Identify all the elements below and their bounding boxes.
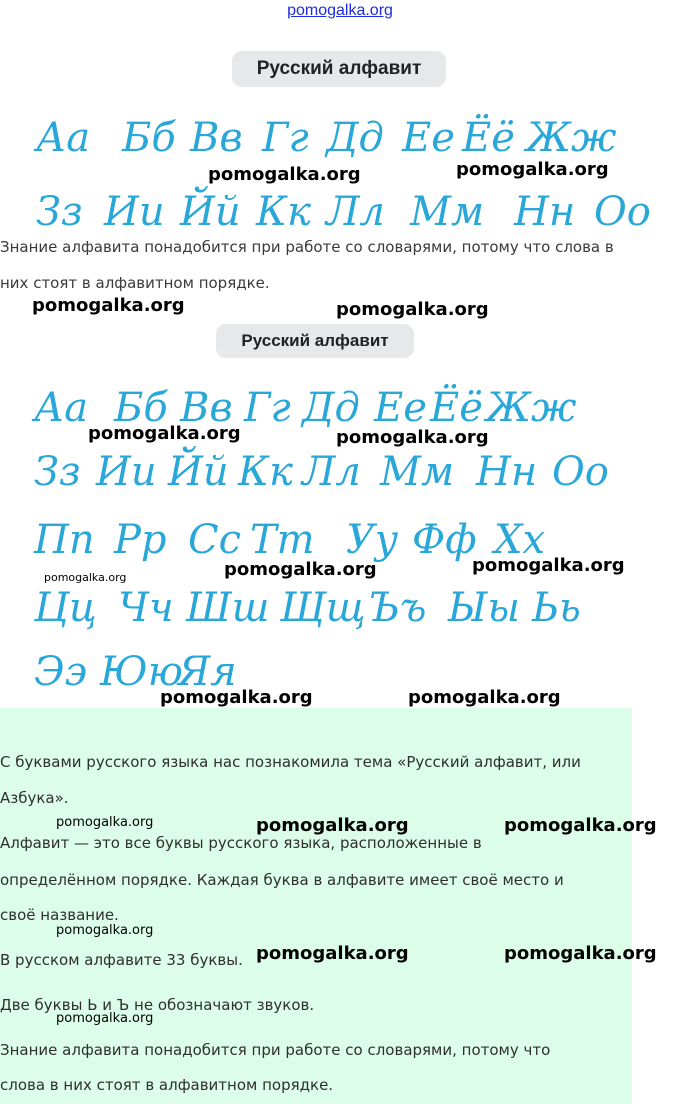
- watermark: pomogalka.org: [44, 571, 127, 584]
- letter-pair: Зз: [36, 189, 83, 235]
- section-1-title: Русский алфавит: [232, 51, 446, 87]
- watermark: pomogalka.org: [504, 943, 657, 964]
- watermark: pomogalka.org: [256, 815, 409, 836]
- letter-pair: Чч: [118, 585, 174, 631]
- letter-pair: Ее: [374, 385, 427, 431]
- letter-pair: Вв: [180, 385, 233, 431]
- letter-pair: Ёё: [462, 115, 515, 161]
- letter-pair: Пп: [34, 517, 95, 563]
- letter-pair: Ии: [104, 189, 165, 235]
- letter-pair: Кк: [238, 449, 293, 495]
- summary-line: Алфавит — это все буквы русского языка, расположенные в: [0, 834, 482, 852]
- summary-line: В русском алфавите 33 буквы.: [0, 951, 243, 969]
- letter-pair: Аа: [34, 385, 89, 431]
- letter-pair: Дд: [326, 115, 384, 161]
- watermark: pomogalka.org: [160, 687, 313, 708]
- script-row-7: [0, 642, 680, 702]
- watermark: pomogalka.org: [408, 687, 561, 708]
- letter-pair: Оо: [594, 189, 651, 235]
- letter-pair: Ъъ: [368, 585, 427, 631]
- letter-pair: Дд: [302, 385, 360, 431]
- script-row-4: [0, 442, 680, 502]
- summary-line: определённом порядке. Каждая буква в алфавите имеет своё место и: [0, 871, 564, 889]
- letter-pair: Бб: [114, 385, 168, 431]
- letter-pair: Ьь: [532, 585, 581, 631]
- letter-pair: Жж: [486, 385, 577, 431]
- letter-pair: Ии: [96, 449, 157, 495]
- paragraph-line: Знание алфавита понадобится при работе со словарями, потому что слова в: [0, 238, 614, 256]
- watermark: pomogalka.org: [336, 427, 489, 448]
- letter-pair: Ээ: [34, 649, 88, 695]
- letter-pair: Кк: [256, 189, 311, 235]
- letter-pair: Аа: [36, 115, 91, 161]
- letter-pair: Жж: [526, 115, 617, 161]
- letter-pair: Нн: [476, 449, 538, 495]
- letter-pair: Вв: [190, 115, 243, 161]
- letter-pair: Лл: [326, 189, 385, 235]
- watermark: pomogalka.org: [456, 159, 609, 180]
- letter-pair: Оо: [552, 449, 609, 495]
- letter-pair: Щщ: [280, 585, 366, 631]
- letter-pair: Бб: [122, 115, 176, 161]
- letter-pair: Гг: [244, 385, 291, 431]
- letter-pair: Нн: [514, 189, 576, 235]
- letter-pair: Йй: [180, 189, 241, 235]
- letter-pair: Хх: [494, 517, 546, 563]
- site-link[interactable]: pomogalka.org: [287, 2, 393, 19]
- letter-pair: Ыы: [448, 585, 520, 631]
- letter-pair: Шш: [186, 585, 270, 631]
- letter-pair: Рр: [114, 517, 167, 563]
- watermark: pomogalka.org: [88, 423, 241, 444]
- watermark: pomogalka.org: [56, 815, 154, 830]
- letter-pair: Фф: [412, 517, 477, 563]
- letter-pair: Тт: [250, 517, 315, 563]
- letter-pair: Сс: [188, 517, 242, 563]
- watermark: pomogalka.org: [208, 164, 361, 185]
- section-2-title: Русский алфавит: [216, 324, 414, 358]
- summary-line: С буквами русского языка нас познакомила тема «Русский алфавит, или: [0, 753, 581, 771]
- summary-line: своё название.: [0, 906, 119, 924]
- watermark: pomogalka.org: [504, 815, 657, 836]
- watermark: pomogalka.org: [32, 295, 185, 316]
- letter-pair: Яя: [178, 649, 237, 695]
- letter-pair: Йй: [168, 449, 229, 495]
- letter-pair: Гг: [262, 115, 309, 161]
- summary-line: слова в них стоят в алфавитном порядке.: [0, 1076, 334, 1094]
- letter-pair: Уу: [346, 517, 399, 563]
- summary-line: Знание алфавита понадобится при работе со словарями, потому что: [0, 1041, 551, 1059]
- summary-line: Две буквы Ь и Ъ не обозначают звуков.: [0, 996, 315, 1014]
- letter-pair: Мм: [380, 449, 455, 495]
- watermark: pomogalka.org: [336, 299, 489, 320]
- watermark: pomogalka.org: [224, 559, 377, 580]
- watermark: pomogalka.org: [472, 555, 625, 576]
- watermark: pomogalka.org: [56, 923, 154, 938]
- watermark: pomogalka.org: [256, 943, 409, 964]
- letter-pair: Мм: [410, 189, 485, 235]
- letter-pair: Ёё: [430, 385, 483, 431]
- watermark: pomogalka.org: [56, 1011, 154, 1026]
- script-row-6: [0, 578, 680, 638]
- letter-pair: Юю: [100, 649, 183, 695]
- letter-pair: Зз: [34, 449, 81, 495]
- paragraph-line: них стоят в алфавитном порядке.: [0, 274, 270, 292]
- letter-pair: Лл: [302, 449, 361, 495]
- letter-pair: Ее: [402, 115, 455, 161]
- summary-line: Азбука».: [0, 789, 69, 807]
- letter-pair: Цц: [34, 585, 97, 631]
